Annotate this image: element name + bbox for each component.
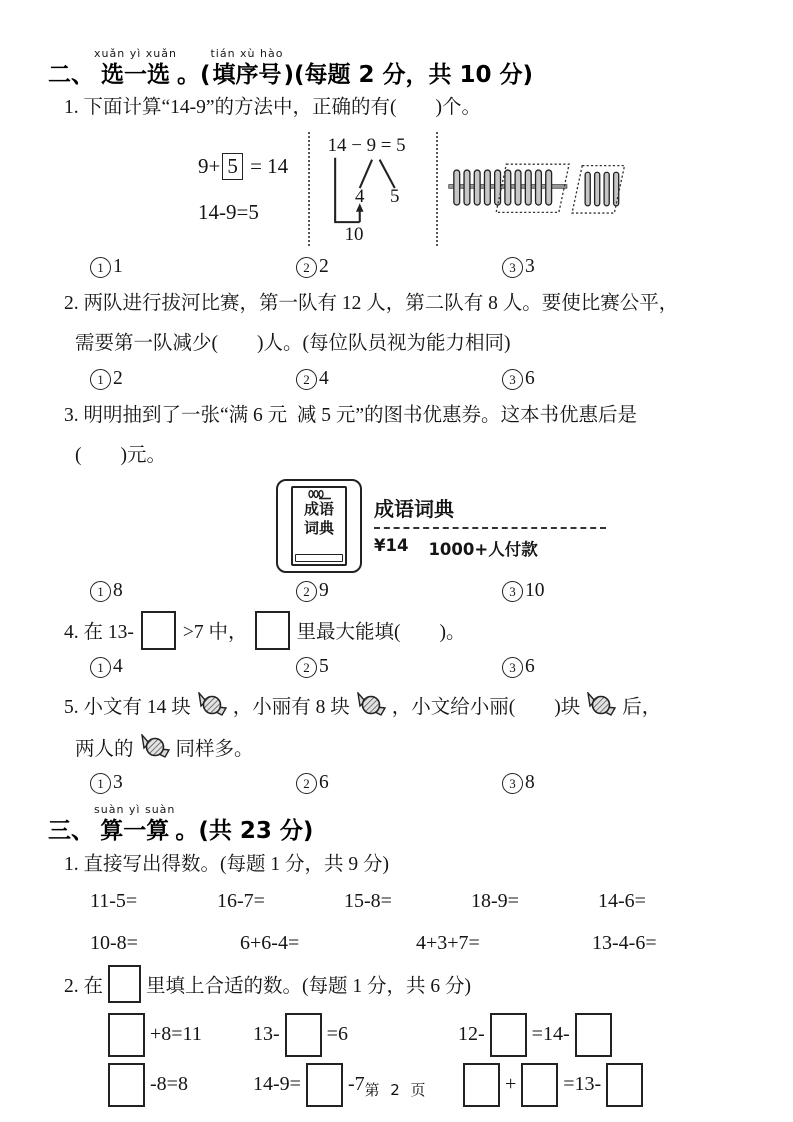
question-5-line-2: 两人的 同样多。 — [75, 726, 753, 768]
boxed-number: 5 — [222, 153, 243, 179]
equation-row-1 — [90, 885, 753, 919]
option-1 — [90, 368, 296, 390]
fill-equation: +8=11 — [103, 1013, 253, 1057]
option-circle-number: 1 — [90, 257, 111, 278]
book-price: ¥14 — [374, 535, 409, 555]
fill-equation: + =13- — [458, 1063, 648, 1107]
option-3 — [502, 772, 708, 794]
section-2-mid: 。( — [176, 62, 211, 88]
book-coupon-illustration — [276, 478, 753, 574]
section-2-subtitle: 填序号 — [212, 62, 282, 88]
book-sales: 1000+人付款 — [428, 539, 538, 559]
option-circle-number: 1 — [90, 369, 111, 390]
book-listing-info — [374, 493, 606, 560]
option-value: 5 — [319, 656, 329, 678]
equation: 10-8= — [90, 932, 138, 955]
option-circle-number: 3 — [502, 657, 523, 678]
option-value: 6 — [525, 368, 535, 390]
question-5-line-1: 5. 小文有 14 块 ，小丽有 8 块 ，小文给小丽( )块 后， — [64, 684, 753, 726]
option-circle-number: 3 — [502, 369, 523, 390]
question-4-options — [48, 652, 753, 682]
answer-box — [141, 611, 176, 650]
option-3 — [502, 580, 708, 602]
section-2-number: 二、 — [48, 62, 94, 88]
section-3-q2-label: 2. 在 里填上合适的数。(每题 1 分，共 6 分) — [64, 961, 753, 1007]
option-circle-number: 2 — [296, 773, 317, 794]
section-3-points: 。(共 23 分) — [175, 818, 314, 845]
question-2-line-2: 需要第一队减少( )人。(每位队员视为能力相同) — [75, 333, 511, 355]
diagram-part-ten: 10 — [344, 224, 364, 246]
equation: 6+6-4= — [240, 932, 300, 955]
section-3-title: 算一算 — [100, 818, 170, 845]
candy-icon — [140, 734, 170, 760]
option-circle-number: 1 — [90, 657, 111, 678]
candy-icon — [197, 692, 227, 718]
option-2 — [296, 580, 502, 602]
option-value: 2 — [113, 368, 123, 390]
book-cover — [291, 486, 347, 566]
book-cover-title-line-1: 成语 — [303, 500, 334, 519]
fill-equation: -8=8 — [103, 1063, 253, 1107]
section-3-number: 三、 — [48, 818, 94, 845]
section-2-title: 选一选 — [100, 62, 170, 88]
option-value: 8 — [525, 772, 535, 794]
option-circle-number: 2 — [296, 257, 317, 278]
option-value: 2 — [319, 256, 329, 278]
equation: 4+3+7= — [416, 932, 480, 955]
book-cover-frame — [276, 479, 362, 573]
option-value: 6 — [525, 656, 535, 678]
section-2-title-ruby — [94, 48, 177, 88]
pinyin-label: suàn yì suàn — [94, 803, 176, 817]
option-3 — [502, 256, 708, 278]
question-3-line-2: ( )元。 — [75, 445, 166, 467]
answer-box — [490, 1013, 527, 1057]
decomposition-diagram-svg — [320, 133, 426, 245]
method-1-equations — [198, 132, 298, 246]
method-2-decomposition-diagram — [320, 132, 426, 246]
fill-equation: 13- =6 — [253, 1013, 458, 1057]
option-2 — [296, 656, 502, 678]
option-value: 9 — [319, 580, 329, 602]
question-3-options — [48, 576, 753, 606]
option-circle-number: 2 — [296, 581, 317, 602]
candy-icon — [586, 692, 616, 718]
question-2-options — [48, 364, 753, 394]
option-circle-number: 1 — [90, 581, 111, 602]
dotted-divider — [436, 132, 438, 246]
method-3-sticks — [448, 132, 626, 246]
option-circle-number: 1 — [90, 773, 111, 794]
section-2-header — [48, 48, 753, 88]
fill-equation-row-1 — [103, 1013, 753, 1057]
pinyin-label: tián xù hào — [210, 47, 284, 60]
option-1 — [90, 772, 296, 794]
option-value: 1 — [113, 256, 123, 278]
equation: 18-9= — [471, 890, 519, 913]
diagram-part-right: 5 — [390, 186, 400, 208]
dotted-divider — [308, 132, 310, 246]
question-2-line-1: 2. 两队进行拔河比赛，第一队有 12 人，第二队有 8 人。要使比赛公平， — [64, 293, 679, 315]
equation: 13-4-6= — [592, 932, 657, 955]
option-circle-number: 3 — [502, 581, 523, 602]
equation: 15-8= — [344, 890, 392, 913]
section-3-q1-label: 1. 直接写出得数。(每题 1 分，共 9 分) — [64, 853, 389, 875]
fill-equation: 12- =14- — [458, 1013, 617, 1057]
book-pages-edge — [295, 554, 344, 562]
equation: 16-7= — [217, 890, 265, 913]
option-3 — [502, 368, 708, 390]
answer-box — [575, 1013, 612, 1057]
option-value: 3 — [525, 256, 535, 278]
method-1-line-2: 14-9=5 — [198, 200, 259, 225]
option-value: 6 — [319, 772, 329, 794]
fill-equation: 14-9= -7 — [253, 1063, 458, 1107]
question-5-options — [48, 768, 753, 798]
answer-box — [285, 1013, 322, 1057]
section-3-header — [48, 804, 753, 844]
question-1-methods — [198, 132, 753, 246]
option-circle-number: 2 — [296, 369, 317, 390]
equation: 11-5= — [90, 890, 138, 913]
option-1 — [90, 656, 296, 678]
question-4-text: 4. 在 13- >7 中， 里最大能填( )。 — [64, 608, 753, 652]
candy-icon — [356, 692, 386, 718]
option-circle-number: 3 — [502, 257, 523, 278]
option-circle-number: 3 — [502, 773, 523, 794]
diagram-part-left: 4 — [355, 186, 365, 208]
section-2-points: )(每题 2 分，共 10 分) — [283, 62, 534, 88]
option-value: 4 — [319, 368, 329, 390]
question-1-text: 1. 下面计算“14-9”的方法中，正确的有( )个。 — [64, 97, 482, 119]
equation: 14-6= — [598, 890, 646, 913]
option-1 — [90, 580, 296, 602]
answer-box — [255, 611, 290, 650]
section-3-title-ruby — [94, 804, 175, 844]
dashed-divider — [374, 527, 606, 529]
diagram-equation: 14 − 9 = 5 — [327, 135, 406, 157]
option-2 — [296, 256, 502, 278]
page-number: 第 2 页 — [364, 1081, 429, 1099]
option-value: 3 — [113, 772, 123, 794]
book-cover-title-line-2: 词典 — [303, 519, 334, 538]
option-value: 4 — [113, 656, 123, 678]
section-2-sub-ruby — [210, 48, 283, 88]
spiral-binding-icon — [306, 490, 332, 500]
pinyin-label: xuǎn yì xuǎn — [94, 47, 177, 60]
question-3-line-1: 3. 明明抽到了一张“满 6 元 减 5 元”的图书优惠券。这本书优惠后是 — [64, 405, 638, 427]
option-3 — [502, 656, 708, 678]
option-1 — [90, 256, 296, 278]
method-1-line-1: 9+ 5 = 14 — [198, 154, 289, 179]
sticks-bundle-icon — [448, 159, 626, 219]
option-2 — [296, 772, 502, 794]
question-1-options — [48, 252, 753, 282]
book-title: 成语词典 — [374, 496, 454, 521]
equation-row-2 — [90, 927, 753, 961]
option-2 — [296, 368, 502, 390]
answer-box — [108, 965, 141, 1003]
option-value: 8 — [113, 580, 123, 602]
option-circle-number: 2 — [296, 657, 317, 678]
answer-box — [108, 1013, 145, 1057]
option-value: 10 — [525, 580, 545, 602]
